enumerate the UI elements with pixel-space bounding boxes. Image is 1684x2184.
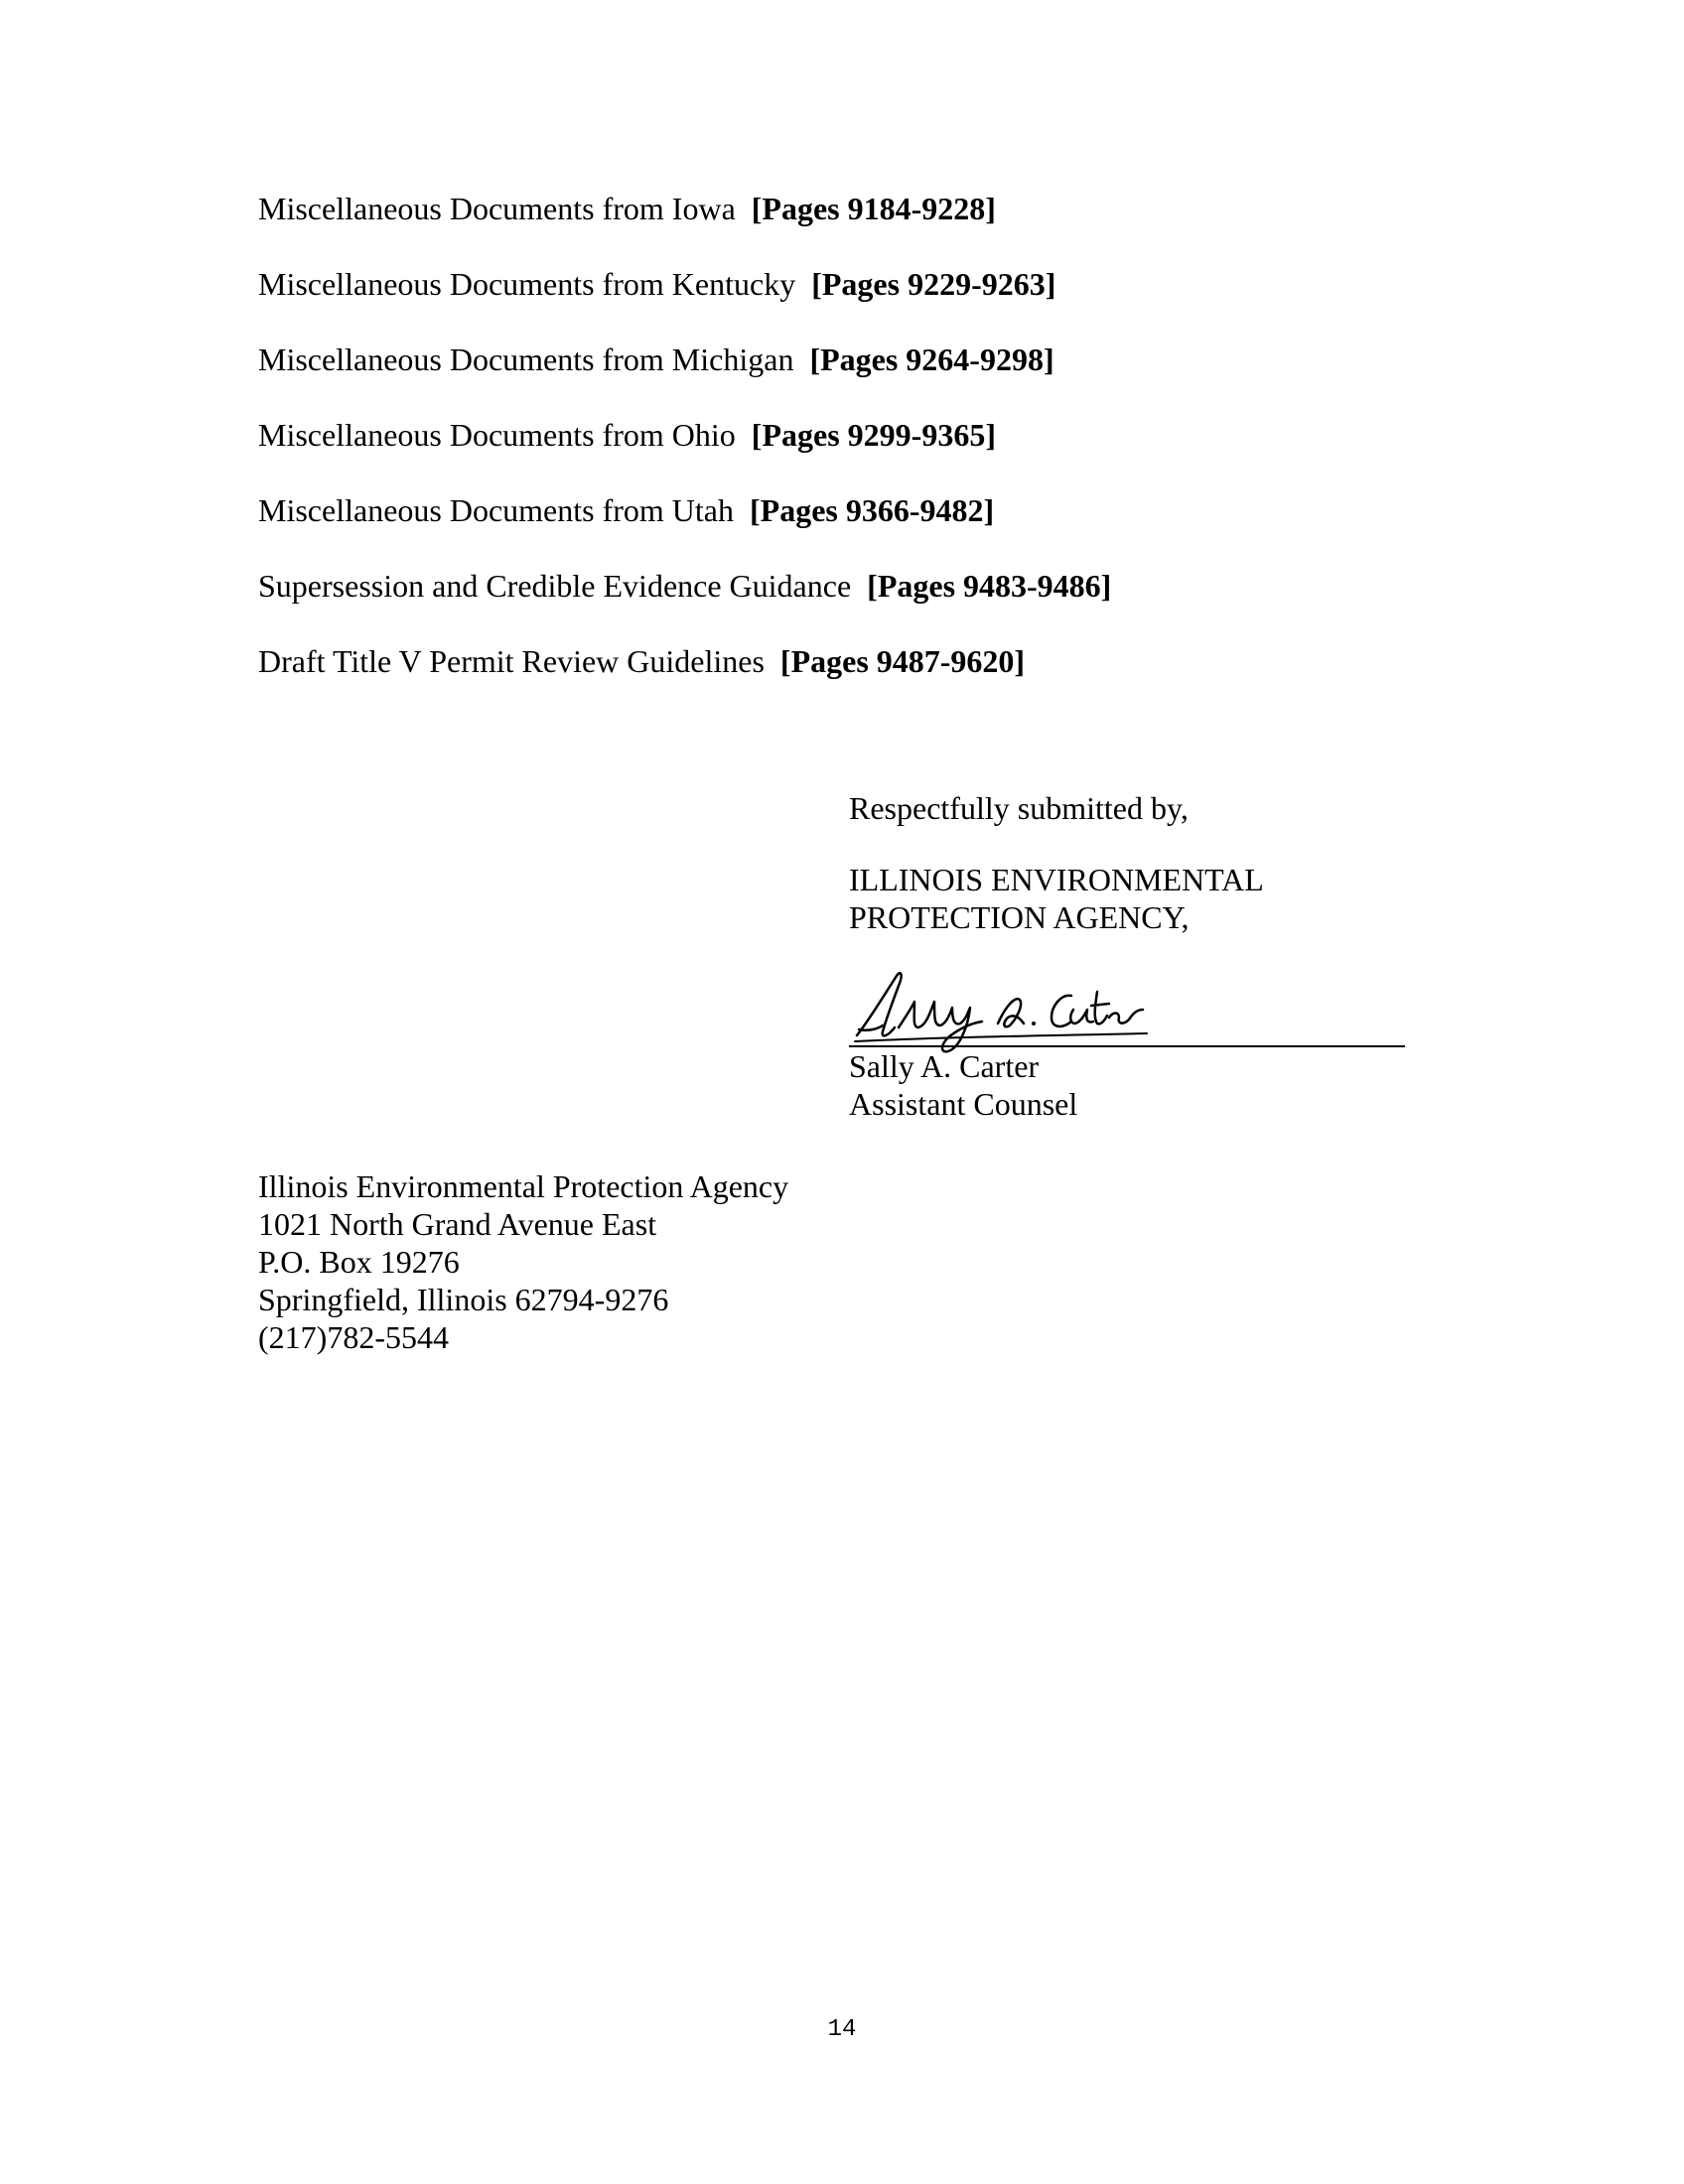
exhibit-page-range: [Pages 9184-9228] bbox=[751, 191, 996, 226]
exhibit-item bbox=[258, 415, 1111, 455]
exhibit-item bbox=[258, 641, 1111, 681]
address-po-box: P.O. Box 19276 bbox=[258, 1244, 460, 1280]
signature-line bbox=[849, 1045, 1405, 1047]
signature-block bbox=[849, 789, 1405, 1123]
handwritten-signature bbox=[849, 966, 1167, 1055]
exhibit-title: Draft Title V Permit Review Guidelines bbox=[258, 643, 765, 679]
exhibit-title: Miscellaneous Documents from Iowa bbox=[258, 191, 736, 226]
agency-name-line-2: PROTECTION AGENCY, bbox=[849, 899, 1190, 935]
page-number: 14 bbox=[827, 2016, 857, 2043]
address-phone: (217)782-5544 bbox=[258, 1319, 449, 1355]
exhibit-title: Miscellaneous Documents from Utah bbox=[258, 492, 734, 528]
address-street: 1021 North Grand Avenue East bbox=[258, 1206, 657, 1242]
address-block bbox=[258, 1167, 788, 1356]
exhibit-page-range: [Pages 9264-9298] bbox=[809, 341, 1054, 377]
exhibit-title: Miscellaneous Documents from Kentucky bbox=[258, 266, 796, 302]
exhibit-item bbox=[258, 340, 1111, 379]
exhibit-item bbox=[258, 189, 1111, 228]
exhibit-page-range: [Pages 9483-9486] bbox=[867, 568, 1112, 604]
signature-area bbox=[849, 974, 1405, 1043]
agency-name-line-1: ILLINOIS ENVIRONMENTAL bbox=[849, 862, 1264, 897]
exhibit-page-range: [Pages 9366-9482] bbox=[750, 492, 995, 528]
exhibit-title: Miscellaneous Documents from Ohio bbox=[258, 417, 736, 453]
exhibit-list bbox=[258, 189, 1111, 717]
exhibit-title: Supersession and Credible Evidence Guidance bbox=[258, 568, 852, 604]
exhibit-title: Miscellaneous Documents from Michigan bbox=[258, 341, 794, 377]
exhibit-page-range: [Pages 9229-9263] bbox=[811, 266, 1056, 302]
exhibit-item bbox=[258, 490, 1111, 530]
address-city: Springfield, Illinois 62794-9276 bbox=[258, 1282, 669, 1317]
address-agency: Illinois Environmental Protection Agency bbox=[258, 1168, 789, 1204]
signer-title: Assistant Counsel bbox=[849, 1086, 1078, 1122]
exhibit-page-range: [Pages 9487-9620] bbox=[779, 643, 1026, 679]
exhibit-page-range: [Pages 9299-9365] bbox=[751, 417, 996, 453]
exhibit-item bbox=[258, 566, 1111, 606]
signer-name: Sally A. Carter bbox=[849, 1048, 1040, 1084]
closing-text: Respectfully submitted by, bbox=[849, 790, 1189, 826]
exhibit-item bbox=[258, 264, 1111, 304]
